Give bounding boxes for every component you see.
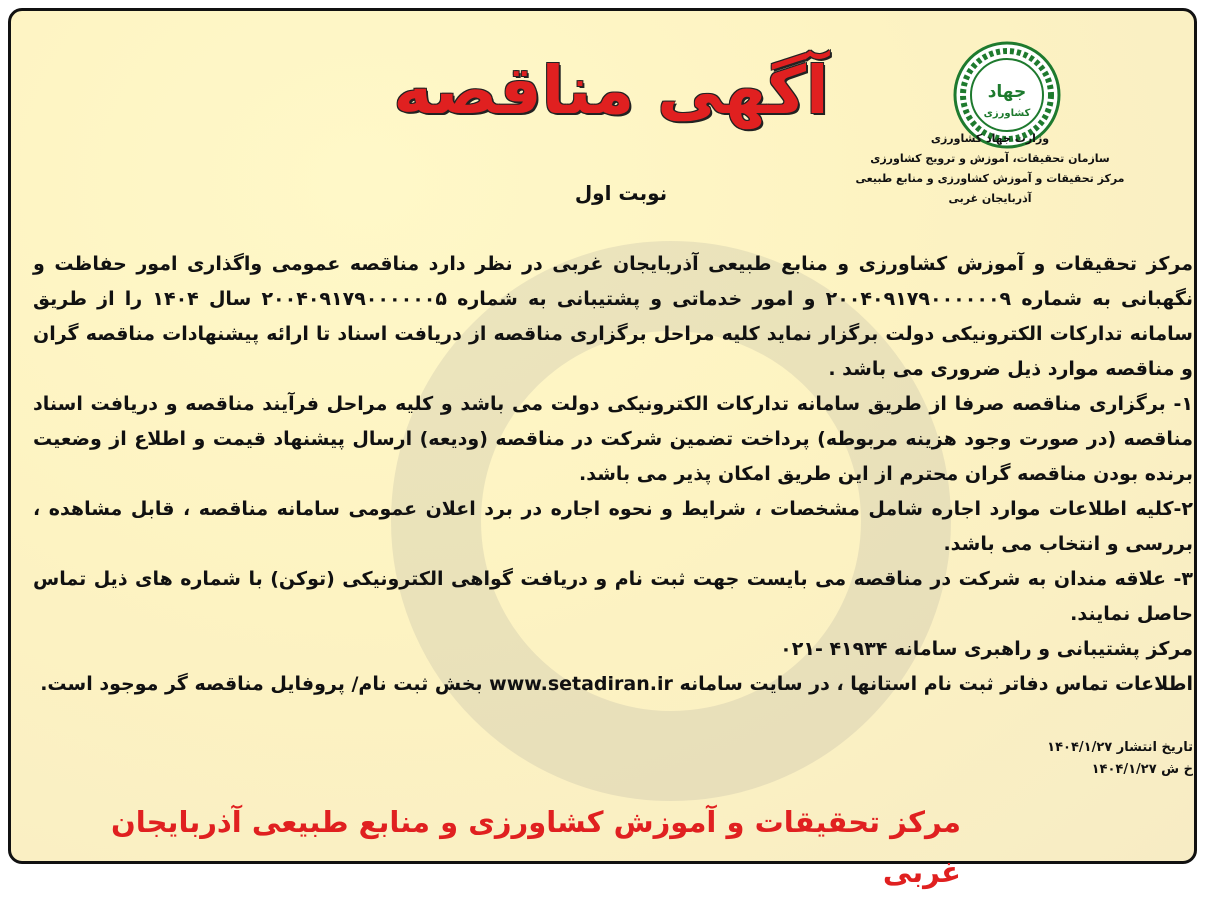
org-center: مرکز تحقیقات و آموزش کشاورزی و منابع طبیعی آذربایجان غربی — [855, 172, 1125, 205]
org-ministry: وزارت جهاد کشاورزی — [930, 132, 1050, 145]
logo-text-top: جهاد — [987, 82, 1027, 102]
org-organization: سازمان تحقیقات، آموزش و ترویج کشاورزی — [870, 152, 1110, 165]
publish-date: تاریخ انتشار ۱۴۰۴/۱/۲۷ — [1047, 740, 1193, 755]
notice-title: آگهی مناقصه — [393, 52, 829, 129]
publication-dates — [33, 737, 1193, 781]
notice-intro: مرکز تحقیقات و آموزش کشاورزی و منابع طبیعی آذربایجان غربی در نظر دارد مناقصه عمومی واگذاری امور حفاظت و نگهبانی به شماره ۲۰۰۴۰۹۱۷۹۰۰۰۰۰۰۹ و امور خدماتی و پشتیبانی به شماره ۲۰۰۴۰۹۱۷۹۰۰۰۰۰۰۵ سال ۱۴۰۴ را از طریق سامانه تدارکات الکترونیکی دولت برگزار نماید کلیه مراحل برگزاری مناقصه از دریافت اسناد تا ارائه پیشنهادات مناقصه گران و مناقصه موارد ذیل ضروری می باشد . — [33, 253, 1194, 380]
notice-frame — [8, 8, 1197, 889]
publication-code: خ ش ۱۴۰۴/۱/۲۷ — [1091, 762, 1193, 777]
registration-contacts: اطلاعات تماس دفاتر ثبت نام استانها ، در سایت سامانه www.setadiran.ir بخش ثبت نام/ پروفایل مناقصه گر موجود است. — [40, 673, 1193, 695]
notice-item-3: ۳- علاقه مندان به شرکت در مناقصه می بایست جهت ثبت نام و دریافت گواهی الکترونیکی (توکن) با شماره های ذیل تماس حاصل نمایند. — [33, 568, 1193, 625]
logo-text-bottom: کشاورزی — [983, 108, 1031, 119]
notice-round: نوبت اول — [574, 181, 668, 205]
notice-body — [33, 247, 1193, 702]
org-hierarchy — [831, 129, 1149, 209]
support-center: مرکز پشتیبانی و راهبری سامانه ۴۱۹۳۴ -۰۲۱ — [780, 638, 1193, 660]
notice-item-1: ۱- برگزاری مناقصه صرفا از طریق سامانه تدارکات الکترونیکی دولت می باشد و کلیه مراحل فرآیند مناقصه و دریافت اسناد مناقصه (در صورت وجود هزینه مربوطه) پرداخت تضمین شرکت در مناقصه (ودیعه) ارسال پیشنهاد قیمت و اطلاع از وضعیت برنده بودن مناقصه گران محترم از این طریق امکان پذیر می باشد. — [33, 393, 1193, 485]
notice-item-2: ۲-کلیه اطلاعات موارد اجاره شامل مشخصات ، شرایط و نحوه اجاره در برد اعلان عمومی سامانه مناقصه ، قابل مشاهده ، بررسی و انتخاب می باشد. — [33, 498, 1193, 555]
footer-organization: مرکز تحقیقات و آموزش کشاورزی و منابع طبیعی آذربایجان غربی — [111, 805, 961, 889]
